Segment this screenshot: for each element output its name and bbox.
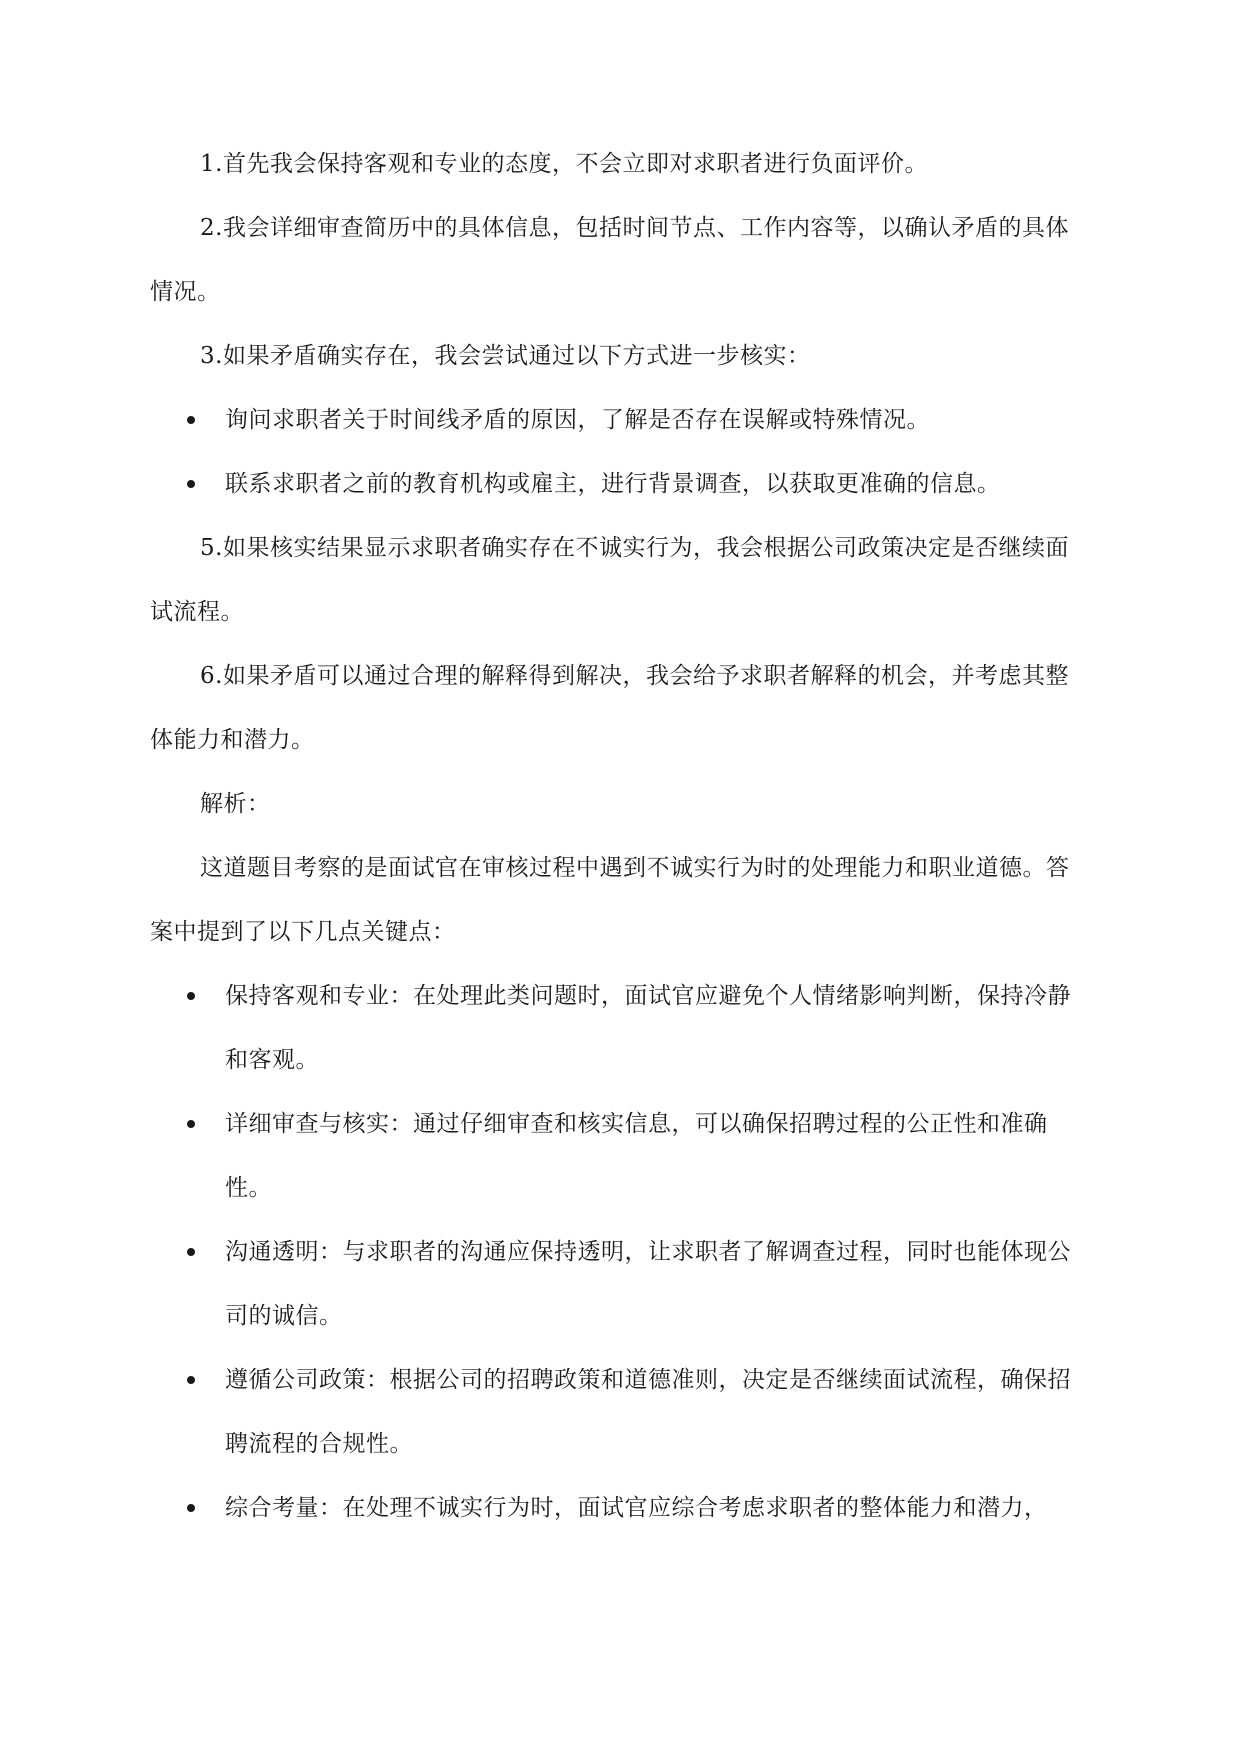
verification-list bbox=[150, 388, 1090, 516]
bullet-icon bbox=[187, 480, 195, 488]
list-item bbox=[150, 1220, 1090, 1348]
list-item-text: 询问求职者关于时间线矛盾的原因，了解是否存在误解或特殊情况。 bbox=[225, 407, 930, 433]
list-item bbox=[150, 1476, 1090, 1540]
list-item-text: 综合考量：在处理不诚实行为时，面试官应综合考虑求职者的整体能力和潜力， bbox=[225, 1495, 1048, 1521]
key-points-list bbox=[150, 964, 1090, 1540]
analysis-heading: 解析： bbox=[200, 791, 271, 817]
list-item-text: 联系求职者之前的教育机构或雇主，进行背景调查，以获取更准确的信息。 bbox=[225, 471, 1001, 497]
answer-item-3: 3.如果矛盾确实存在，我会尝试通过以下方式进一步核实： bbox=[200, 343, 811, 369]
answer-item-2: 2.我会详细审查简历中的具体信息，包括时间节点、工作内容等，以确认矛盾的具体情况。 bbox=[150, 215, 1069, 305]
bullet-icon bbox=[187, 1376, 195, 1384]
bullet-icon bbox=[187, 1120, 195, 1128]
answer-item-6: 6.如果矛盾可以通过合理的解释得到解决，我会给予求职者解释的机会，并考虑其整体能力和潜力。 bbox=[150, 663, 1069, 753]
list-item bbox=[150, 388, 1090, 452]
list-item bbox=[150, 452, 1090, 516]
list-item-text: 遵循公司政策：根据公司的招聘政策和道德准则，决定是否继续面试流程，确保招聘流程的合规性。 bbox=[225, 1367, 1071, 1457]
bullet-icon bbox=[187, 1248, 195, 1256]
list-item-text: 沟通透明：与求职者的沟通应保持透明，让求职者了解调查过程，同时也能体现公司的诚信。 bbox=[225, 1239, 1071, 1329]
document-body bbox=[150, 132, 1090, 1540]
bullet-icon bbox=[187, 1504, 195, 1512]
list-item bbox=[150, 1348, 1090, 1476]
answer-item-5: 5.如果核实结果显示求职者确实存在不诚实行为，我会根据公司政策决定是否继续面试流程。 bbox=[150, 535, 1069, 625]
answer-item-1: 1.首先我会保持客观和专业的态度，不会立即对求职者进行负面评价。 bbox=[200, 151, 928, 177]
list-item-text: 详细审查与核实：通过仔细审查和核实信息，可以确保招聘过程的公正性和准确性。 bbox=[225, 1111, 1048, 1201]
analysis-intro: 这道题目考察的是面试官在审核过程中遇到不诚实行为时的处理能力和职业道德。答案中提到了以下几点关键点： bbox=[150, 855, 1070, 945]
list-item bbox=[150, 964, 1090, 1092]
list-item-text: 保持客观和专业：在处理此类问题时，面试官应避免个人情绪影响判断，保持冷静和客观。 bbox=[225, 983, 1071, 1073]
list-item bbox=[150, 1092, 1090, 1220]
bullet-icon bbox=[187, 416, 195, 424]
bullet-icon bbox=[187, 992, 195, 1000]
